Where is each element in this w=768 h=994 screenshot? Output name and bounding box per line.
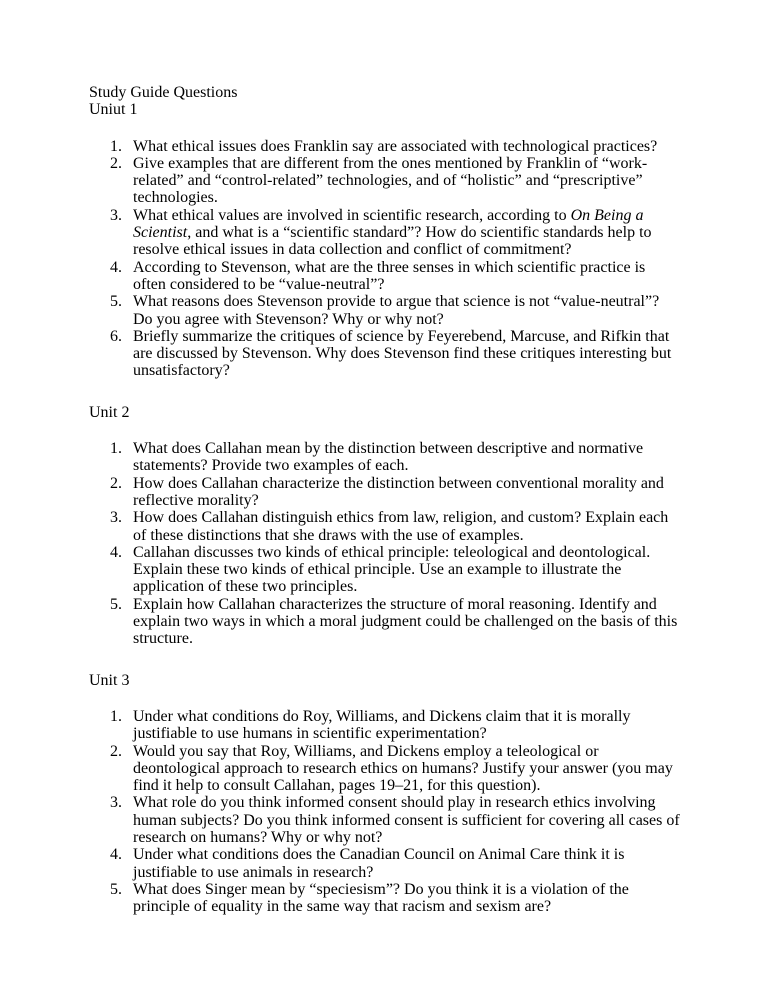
question-text: What role do you think informed consent should play in research ethics involving human subjects? Do you think informed consent is sufficient for covering all cases of research on humans? Why or why not? (133, 794, 680, 846)
question-number: 4. (110, 543, 122, 561)
unit-3-questions (89, 708, 689, 916)
question-number: 2. (110, 474, 122, 492)
unit-3-heading: Unit 3 (89, 671, 130, 689)
question-number: 1. (110, 707, 122, 725)
unit-1-heading: Uniut 1 (89, 101, 138, 119)
question-item (89, 708, 681, 743)
question-text: Give examples that are different from the ones mentioned by Franklin of “work-related” and “control-related” technologies, and of “holistic” and “prescriptive” technologies. (133, 154, 648, 207)
question-text: , and what is a “scientific standard”? How do scientific standards help to resolve ethical issues in data collection and conflict of commitment? (133, 224, 652, 259)
question-number: 3. (110, 206, 122, 224)
question-item (89, 155, 681, 207)
question-item (89, 596, 681, 648)
question-number: 3. (110, 794, 122, 812)
question-item (89, 509, 681, 544)
question-number: 2. (110, 742, 122, 760)
question-text: Would you say that Roy, Williams, and Dickens employ a teleological or deontological approach to research ethics on humans? Justify your answer (you may find it help to consult Callahan, pages 19–21, for this question). (133, 742, 673, 795)
question-text: What ethical issues does Franklin say are associated with technological practices? (133, 137, 658, 155)
question-item (89, 544, 681, 596)
book-title: On Being a Scientist (133, 206, 644, 242)
question-text: How does Callahan distinguish ethics from law, religion, and custom? Explain each of these distinctions that she draws with the use of examples. (133, 509, 669, 544)
unit-2-heading: Unit 2 (89, 403, 130, 421)
question-text: Callahan discusses two kinds of ethical principle: teleological and deontological. Explain these two kinds of ethical principle. Use an example to illustrate the application of these two principles. (133, 543, 651, 596)
question-item (89, 743, 681, 795)
question-text: What ethical values are involved in scientific research, according to (133, 206, 571, 224)
question-text: Under what conditions does the Canadian Council on Animal Care think it is justifiable to use animals in research? (133, 846, 625, 881)
question-text: What reasons does Stevenson provide to argue that science is not “value-neutral”? Do you agree with Stevenson? Why or why not? (133, 293, 660, 328)
question-item (89, 293, 681, 328)
unit-1-questions (89, 138, 689, 380)
question-text: How does Callahan characterize the distinction between conventional morality and reflective morality? (133, 474, 664, 509)
question-item (89, 475, 681, 510)
unit-2-questions (89, 440, 689, 648)
question-item (89, 259, 681, 294)
question-item (89, 846, 681, 881)
question-number: 2. (110, 154, 122, 172)
question-number: 4. (110, 258, 122, 276)
question-number: 5. (110, 880, 122, 898)
document-title: Study Guide Questions (89, 84, 238, 101)
question-number: 1. (110, 137, 122, 155)
question-text: What does Callahan mean by the distinction between descriptive and normative statements? Provide two examples of each. (133, 440, 644, 475)
question-text: Under what conditions do Roy, Williams, and Dickens claim that it is morally justifiable to use humans in scientific experimentation? (133, 707, 631, 743)
question-number: 6. (110, 327, 122, 345)
question-item (89, 138, 681, 155)
question-number: 5. (110, 293, 122, 311)
question-text: Explain how Callahan characterizes the structure of moral reasoning. Identify and explain two ways in which a moral judgment could be challenged on the basis of this structure. (133, 595, 678, 648)
document-page (89, 84, 689, 915)
question-text: According to Stevenson, what are the three senses in which scientific practice is often considered to be “value-neutral”? (133, 258, 646, 293)
question-number: 4. (110, 846, 122, 864)
question-item (89, 881, 681, 916)
question-text: What does Singer mean by “speciesism”? Do you think it is a violation of the principle of equality in the same way that racism and sexism are? (133, 880, 629, 916)
question-item (89, 328, 681, 380)
question-number: 1. (110, 440, 122, 458)
question-text: Briefly summarize the critiques of science by Feyerebend, Marcuse, and Rifkin that are discussed by Stevenson. Why does Stevenson find these critiques interesting but unsatisfactory? (133, 327, 672, 380)
question-number: 3. (110, 509, 122, 527)
question-item (89, 207, 681, 259)
question-item (89, 794, 681, 846)
question-item (89, 440, 681, 475)
question-number: 5. (110, 595, 122, 613)
